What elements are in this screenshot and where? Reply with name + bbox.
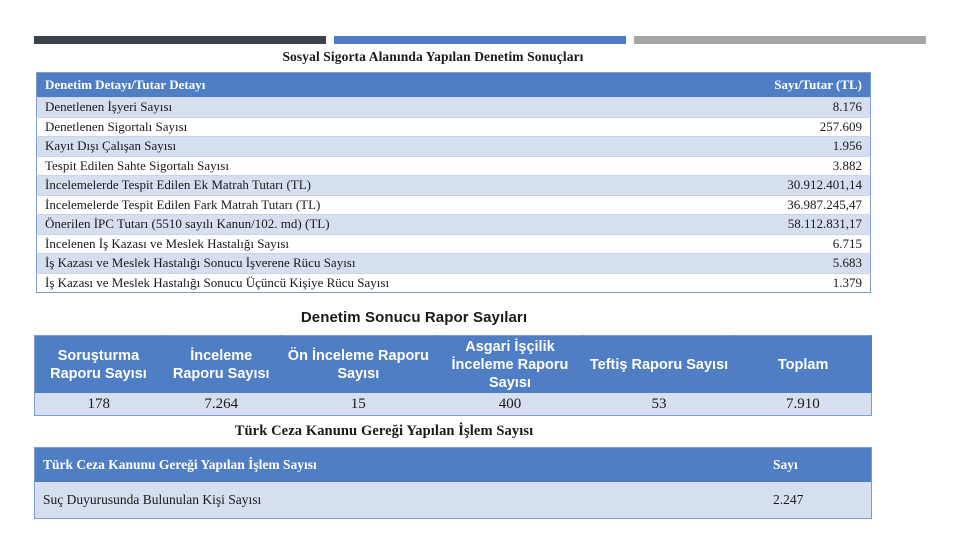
value-minimum-labor-reports: 400 <box>437 393 584 416</box>
table-row <box>37 195 871 215</box>
decor-bar-blue <box>334 36 626 44</box>
row-value: 36.987.245,47 <box>653 195 871 215</box>
table-header-row <box>35 448 872 483</box>
section2-title: Denetim Sonucu Rapor Sayıları <box>300 309 528 326</box>
row-label: Önerilen İPC Tutarı (5510 sayılı Kanun/102. md) (TL) <box>37 215 654 235</box>
row-label: İncelemelerde Tespit Edilen Ek Matrah Tutarı (TL) <box>37 176 654 196</box>
decor-bar-gray <box>634 36 926 44</box>
row-value: 257.609 <box>653 117 871 137</box>
table-row <box>37 254 871 274</box>
header-inspection-reports: Teftiş Raporu Sayısı <box>583 336 734 394</box>
row-label: İş Kazası ve Meslek Hastalığı Sonucu Üçüncü Kişiye Rücu Sayısı <box>37 273 654 293</box>
row-label: Denetlenen Sigortalı Sayısı <box>37 117 654 137</box>
table-row <box>37 117 871 137</box>
report-counts-table <box>34 335 872 416</box>
decor-bar-dark <box>34 36 326 44</box>
row-value: 1.956 <box>653 137 871 157</box>
row-label: İncelemelerde Tespit Edilen Fark Matrah Tutarı (TL) <box>37 195 654 215</box>
row-label: İncelenen İş Kazası ve Meslek Hastalığı Sayısı <box>37 234 654 254</box>
section1-title: Sosyal Sigorta Alanında Yapılan Denetim Sonuçları <box>282 49 584 64</box>
inspection-results-table <box>36 72 871 293</box>
table-row <box>35 393 872 416</box>
row-value: 5.683 <box>653 254 871 274</box>
value-investigation-reports: 178 <box>35 393 163 416</box>
value-preliminary-reports: 15 <box>280 393 437 416</box>
table-row <box>37 98 871 118</box>
header-amount: Sayı/Tutar (TL) <box>653 73 871 98</box>
row-value: 2.247 <box>761 482 872 519</box>
value-inspection-reports: 53 <box>583 393 734 416</box>
table-row <box>35 482 872 519</box>
row-value: 3.882 <box>653 156 871 176</box>
header-penal-actions: Türk Ceza Kanunu Gereği Yapılan İşlem Sayısı <box>35 448 762 483</box>
table-row <box>37 234 871 254</box>
header-detail: Denetim Detayı/Tutar Detayı <box>37 73 654 98</box>
row-value: 8.176 <box>653 98 871 118</box>
table-row <box>37 176 871 196</box>
row-label: Suç Duyurusunda Bulunulan Kişi Sayısı <box>35 482 762 519</box>
value-examination-reports: 7.264 <box>162 393 280 416</box>
header-preliminary-reports: Ön İnceleme Raporu Sayısı <box>280 336 437 394</box>
row-value: 1.379 <box>653 273 871 293</box>
table-header-row <box>35 336 872 394</box>
table-row <box>37 156 871 176</box>
section3-title: Türk Ceza Kanunu Gereği Yapılan İşlem Sayısı <box>234 423 534 439</box>
table-header-row <box>37 73 871 98</box>
row-value: 58.112.831,17 <box>653 215 871 235</box>
row-label: İş Kazası ve Meslek Hastalığı Sonucu İşverene Rücu Sayısı <box>37 254 654 274</box>
header-total: Toplam <box>735 336 872 394</box>
value-total: 7.910 <box>735 393 872 416</box>
table-row <box>37 215 871 235</box>
row-label: Tespit Edilen Sahte Sigortalı Sayısı <box>37 156 654 176</box>
header-count: Sayı <box>761 448 872 483</box>
header-minimum-labor-reports: Asgari İşçilik İnceleme Raporu Sayısı <box>437 336 584 394</box>
header-examination-reports: İnceleme Raporu Sayısı <box>162 336 280 394</box>
table-row <box>37 137 871 157</box>
row-label: Denetlenen İşyeri Sayısı <box>37 98 654 118</box>
penal-code-table <box>34 447 872 519</box>
row-value: 6.715 <box>653 234 871 254</box>
row-value: 30.912.401,14 <box>653 176 871 196</box>
table-row <box>37 273 871 293</box>
row-label: Kayıt Dışı Çalışan Sayısı <box>37 137 654 157</box>
header-investigation-reports: Soruşturma Raporu Sayısı <box>35 336 163 394</box>
